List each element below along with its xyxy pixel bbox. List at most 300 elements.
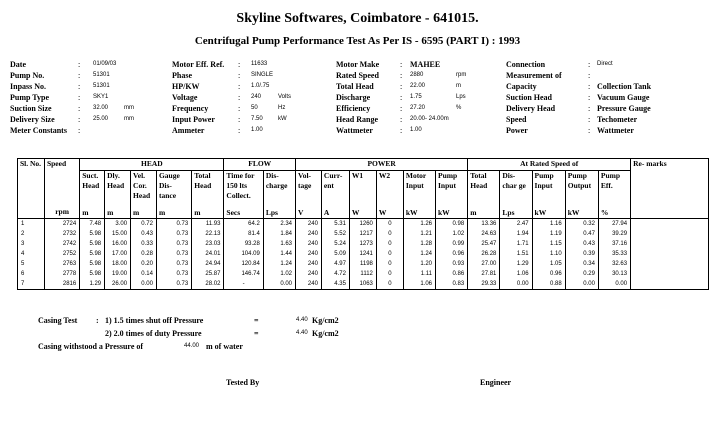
info-colon: : (78, 115, 81, 124)
column-header-unit: W (351, 208, 360, 217)
info-unit: kW (278, 116, 287, 122)
report-title: Centrifugal Pump Performance Test As Per IS - 6595 (PART I) : 1993 (194, 35, 521, 47)
info-colon: : (400, 60, 403, 69)
table-cell: 0.73 (156, 249, 191, 259)
table-cell: 1.94 (500, 229, 532, 239)
table-cell: 1.84 (263, 229, 295, 239)
info-label: Efficiency (336, 104, 371, 113)
info-value: Pressure Gauge (597, 104, 651, 113)
column-header-label: Curr- ent (323, 171, 343, 190)
info-colon: : (238, 115, 241, 124)
table-cell: 1.51 (500, 249, 532, 259)
table-cell: 0.00 (598, 279, 630, 290)
info-value: 22.00 (410, 83, 426, 89)
table-cell: 3.00 (105, 219, 131, 230)
column-header-unit: W (378, 208, 387, 217)
table-row (18, 239, 709, 249)
table-cell: 0.43 (131, 229, 157, 239)
column-header-unit: m (82, 208, 89, 217)
company-title: Skyline Softwares, Coimbatore - 641015. (236, 11, 479, 26)
info-row (10, 82, 710, 93)
info-row (10, 93, 710, 104)
info-colon: : (78, 71, 81, 80)
info-label: Pump No. (10, 71, 45, 80)
info-label: Suction Size (10, 104, 52, 113)
info-value: 240 (251, 94, 262, 100)
table-cell: 27.00 (468, 259, 500, 269)
column-header-unit: m (194, 208, 201, 217)
sl-no-header: Sl. No. (18, 159, 45, 219)
table-cell: 2816 (44, 279, 79, 290)
table-cell: 2.34 (263, 219, 295, 230)
info-unit: Volts (278, 94, 292, 100)
table-cell: 1.11 (403, 269, 435, 279)
table-cell: 0.73 (156, 259, 191, 269)
table-cell: 1.71 (500, 239, 532, 249)
info-value: 2880 (410, 72, 424, 78)
table-cell: 1.21 (403, 229, 435, 239)
table-cell: 1241 (349, 249, 376, 259)
column-header-label: W2 (378, 171, 391, 180)
table-cell: 1260 (349, 219, 376, 230)
table-cell: 25.47 (468, 239, 500, 249)
column-header-label: Vel. Cor. Head (133, 171, 151, 200)
info-colon: : (78, 60, 81, 69)
info-label: Wattmeter (336, 126, 373, 135)
table-cell: 1.28 (403, 239, 435, 249)
info-colon: : (238, 93, 241, 102)
table-cell: 0.29 (565, 269, 598, 279)
info-value: 50 (251, 105, 258, 111)
table-row (18, 229, 709, 239)
column-header-unit: m (158, 208, 166, 217)
table-cell: 16.00 (105, 239, 131, 249)
table-cell: 0 (376, 279, 403, 290)
info-row (10, 115, 710, 126)
info-value: 01/09/03 (93, 61, 117, 67)
column-header-label: W1 (351, 171, 364, 180)
table-cell: 81.4 (224, 229, 263, 239)
table-cell: 5.52 (321, 229, 349, 239)
info-label: Frequency (172, 104, 209, 113)
table-cell: 1.05 (532, 259, 565, 269)
info-value: Collection Tank (597, 82, 652, 91)
table-cell: 240 (296, 269, 322, 279)
info-colon: : (588, 93, 591, 102)
table-cell: 24.63 (468, 229, 500, 239)
table-cell (631, 279, 709, 290)
engineer-label: Engineer (480, 378, 512, 387)
table-cell: 26.00 (105, 279, 131, 290)
info-label: Discharge (336, 93, 371, 102)
table-cell: 1.02 (436, 229, 468, 239)
info-colon: : (238, 126, 241, 135)
table-cell: 1217 (349, 229, 376, 239)
info-label: Connection (506, 60, 546, 69)
info-label: Rated Speed (336, 71, 379, 80)
column-header (376, 171, 403, 219)
table-cell: 0.43 (565, 239, 598, 249)
column-header-label: Dly. Head (107, 171, 125, 190)
table-cell: 1.15 (532, 239, 565, 249)
info-colon: : (400, 115, 403, 124)
table-cell: 22.13 (192, 229, 224, 239)
table-cell: 1063 (349, 279, 376, 290)
info-label: Voltage (172, 93, 198, 102)
table-cell: 0.39 (565, 249, 598, 259)
table-row (18, 219, 709, 230)
table-cell: 93.28 (224, 239, 263, 249)
column-header-unit: m (470, 208, 477, 217)
info-colon: : (588, 126, 591, 135)
table-cell: 0.73 (156, 219, 191, 230)
info-value: 1.00 (410, 127, 422, 133)
withstood-value: 44.00 (184, 343, 200, 349)
info-value: Direct (597, 61, 613, 67)
table-cell: 1.20 (403, 259, 435, 269)
info-unit: mm (124, 116, 134, 122)
info-value: 1.0/.75 (251, 83, 270, 89)
column-header (263, 171, 295, 219)
table-cell: 30.13 (598, 269, 630, 279)
table-cell: 1.06 (500, 269, 532, 279)
info-colon: : (588, 104, 591, 113)
table-cell: 120.84 (224, 259, 263, 269)
table-cell: 5.09 (321, 249, 349, 259)
info-label: Phase (172, 71, 192, 80)
table-cell: 0 (376, 229, 403, 239)
table-cell: 27.94 (598, 219, 630, 230)
table-cell (631, 269, 709, 279)
column-header-label: Time for 150 lts Collect. (226, 171, 255, 200)
table-cell: 25.87 (192, 269, 224, 279)
info-value: Techometer (597, 115, 638, 124)
info-label: Delivery Size (10, 115, 55, 124)
info-label: Ammeter (172, 126, 205, 135)
info-row (10, 126, 710, 137)
table-cell: 2778 (44, 269, 79, 279)
info-block (10, 60, 710, 137)
table-cell: 37.16 (598, 239, 630, 249)
table-cell: 240 (296, 259, 322, 269)
table-cell: 2752 (44, 249, 79, 259)
table-cell: 4 (18, 249, 45, 259)
info-unit: mm (124, 105, 134, 111)
info-colon: : (400, 104, 403, 113)
info-row (10, 71, 710, 82)
table-cell: 64.2 (224, 219, 263, 230)
table-cell: 1.19 (532, 229, 565, 239)
table-cell: 0.34 (565, 259, 598, 269)
table-cell: 5.98 (80, 269, 105, 279)
table-cell (631, 219, 709, 230)
table-cell: 0.73 (156, 269, 191, 279)
info-label: Pump Type (10, 93, 50, 102)
column-header-unit: kW (534, 208, 547, 217)
table-cell: 18.00 (105, 259, 131, 269)
table-cell: 5.24 (321, 239, 349, 249)
info-label: Motor Make (336, 60, 380, 69)
table-cell: 6 (18, 269, 45, 279)
column-header-label: Dis- charge (265, 171, 288, 190)
table-cell: 0 (376, 269, 403, 279)
info-unit: Lps (456, 94, 466, 100)
table-cell: 1.24 (263, 259, 295, 269)
table-cell: 17.00 (105, 249, 131, 259)
table-cell: 1273 (349, 239, 376, 249)
casing-line2: 2) 2.0 times of duty Pressure (105, 329, 202, 338)
flow-group-header: FLOW (224, 159, 296, 171)
info-value: 11633 (251, 61, 268, 67)
casing-colon: : (96, 316, 99, 325)
table-cell: 0.93 (436, 259, 468, 269)
withstood-prefix: Casing withstood a Pressure of (38, 342, 144, 351)
table-cell: 19.00 (105, 269, 131, 279)
info-label: Capacity (506, 82, 537, 91)
table-cell: 23.03 (192, 239, 224, 249)
table-cell: 1198 (349, 259, 376, 269)
info-colon: : (238, 60, 241, 69)
info-colon: : (78, 93, 81, 102)
column-header (224, 171, 263, 219)
column-header (296, 171, 322, 219)
table-cell: 104.09 (224, 249, 263, 259)
table-cell: 5.31 (321, 219, 349, 230)
table-cell: 0.83 (436, 279, 468, 290)
table-cell: 0.73 (156, 279, 191, 290)
casing-eq2: = (254, 329, 259, 338)
info-value: SINGLE (251, 72, 274, 78)
info-unit: rpm (456, 72, 467, 78)
info-colon: : (588, 71, 591, 80)
column-header (436, 171, 468, 219)
table-cell: 1.02 (263, 269, 295, 279)
info-colon: : (78, 104, 81, 113)
info-label: Inpass No. (10, 82, 47, 91)
table-cell: 240 (296, 239, 322, 249)
table-cell: 1112 (349, 269, 376, 279)
table-cell: 0 (376, 259, 403, 269)
table-cell: 0 (376, 239, 403, 249)
info-colon: : (588, 60, 591, 69)
info-label: Measurement of (506, 71, 562, 80)
info-colon: : (238, 104, 241, 113)
column-header-unit: m (107, 208, 114, 217)
table-cell: 5 (18, 259, 45, 269)
info-value: Wattmeter (597, 126, 634, 135)
table-cell: 1.63 (263, 239, 295, 249)
table-cell: 0.47 (565, 229, 598, 239)
table-cell: 4.72 (321, 269, 349, 279)
table-cell: 15.00 (105, 229, 131, 239)
info-value: SKY1 (93, 94, 109, 100)
info-unit: % (456, 105, 462, 111)
column-header (598, 171, 630, 219)
info-label: HP/KW (172, 82, 200, 91)
table-cell: 1.06 (403, 279, 435, 290)
column-header (532, 171, 565, 219)
info-label: Meter Constants (10, 126, 67, 135)
info-label: Suction Head (506, 93, 553, 102)
table-cell: 1.10 (532, 249, 565, 259)
column-header (468, 171, 500, 219)
info-label: Power (506, 126, 528, 135)
casing-value1: 4.40 (296, 317, 308, 323)
column-header-unit: A (323, 208, 330, 217)
table-cell: 2732 (44, 229, 79, 239)
table-cell: 24.94 (192, 259, 224, 269)
table-cell: 0 (376, 219, 403, 230)
table-cell: 11.93 (192, 219, 224, 230)
table-cell: 5.98 (80, 229, 105, 239)
column-header-unit: Secs (226, 208, 241, 217)
casing-unit2: Kg/cm2 (312, 329, 339, 338)
info-colon: : (400, 71, 403, 80)
column-header-label: Gauge Dis- tance (158, 171, 180, 200)
column-header (131, 171, 157, 219)
column-header (565, 171, 598, 219)
table-cell: 0.73 (156, 239, 191, 249)
table-cell: 35.33 (598, 249, 630, 259)
column-header (105, 171, 131, 219)
power-group-header: POWER (296, 159, 468, 171)
info-value: Vacuum Gauge (597, 93, 650, 102)
column-header (349, 171, 376, 219)
column-header (80, 171, 105, 219)
table-cell: 2.47 (500, 219, 532, 230)
table-cell (631, 249, 709, 259)
info-label: Date (10, 60, 26, 69)
table-cell: 1.26 (403, 219, 435, 230)
speed-header: Speed rpm (44, 159, 79, 219)
table-cell: 0.00 (500, 279, 532, 290)
table-cell: 29.33 (468, 279, 500, 290)
column-header-unit: V (298, 208, 304, 217)
info-colon: : (400, 82, 403, 91)
column-header-label: Total Head (194, 171, 212, 190)
info-label: Motor Eff. Ref. (172, 60, 225, 69)
info-colon: : (78, 82, 81, 91)
table-cell: 240 (296, 249, 322, 259)
table-cell: 0.00 (263, 279, 295, 290)
table-cell: 0.88 (532, 279, 565, 290)
table-cell: 2 (18, 229, 45, 239)
table-cell: 240 (296, 279, 322, 290)
table-cell: 4.97 (321, 259, 349, 269)
info-row (10, 60, 710, 71)
column-header-label: Pump Input (438, 171, 458, 190)
table-cell: 13.36 (468, 219, 500, 230)
table-cell: 2724 (44, 219, 79, 230)
info-label: Speed (506, 115, 527, 124)
info-colon: : (78, 126, 81, 135)
table-row (18, 249, 709, 259)
column-header-unit: % (600, 208, 609, 217)
table-cell: 0 (376, 249, 403, 259)
column-header-label: Total Head (470, 171, 488, 190)
table-cell: 0.72 (131, 219, 157, 230)
info-label: Head Range (336, 115, 378, 124)
table-cell: 1.29 (80, 279, 105, 290)
table-cell: 240 (296, 219, 322, 230)
table-cell: 0.32 (565, 219, 598, 230)
info-colon: : (238, 82, 241, 91)
withstood-suffix: m of water (206, 342, 243, 351)
info-row (10, 104, 710, 115)
info-unit: m (456, 83, 461, 89)
remarks-header: Re- marks (631, 159, 709, 219)
table-cell: 0.96 (532, 269, 565, 279)
table-cell: 0.96 (436, 249, 468, 259)
column-header-label: Pump Input (534, 171, 554, 190)
table-cell: 1 (18, 219, 45, 230)
table-row (18, 269, 709, 279)
column-header-label: Dis- char ge (502, 171, 526, 190)
column-header (192, 171, 224, 219)
info-label: Total Head (336, 82, 374, 91)
table-cell: 3 (18, 239, 45, 249)
table-cell: 0.98 (436, 219, 468, 230)
table-cell: 1.29 (500, 259, 532, 269)
table-cell: 26.28 (468, 249, 500, 259)
table-cell: 0.00 (131, 279, 157, 290)
table-cell: 0.33 (131, 239, 157, 249)
column-header-label: Suct. Head (82, 171, 100, 190)
table-cell: 0.28 (131, 249, 157, 259)
column-header-label: Pump Output (567, 171, 592, 190)
table-cell: 1.44 (263, 249, 295, 259)
table-cell (631, 259, 709, 269)
table-cell: 0.99 (436, 239, 468, 249)
info-value: 1.00 (251, 127, 263, 133)
table-cell: - (224, 279, 263, 290)
table-cell: 240 (296, 229, 322, 239)
rated-speed-group-header: At Rated Speed of (468, 159, 631, 171)
info-colon: : (588, 115, 591, 124)
table-cell: 1.24 (403, 249, 435, 259)
table-cell: 2742 (44, 239, 79, 249)
table-cell: 1.16 (532, 219, 565, 230)
table-cell: 0.86 (436, 269, 468, 279)
table-cell: 4.35 (321, 279, 349, 290)
info-value: 32.00 (93, 105, 109, 111)
table-row (18, 259, 709, 269)
table-cell: 27.81 (468, 269, 500, 279)
column-header (403, 171, 435, 219)
table-cell: 0.14 (131, 269, 157, 279)
info-colon: : (238, 71, 241, 80)
table-cell: 7 (18, 279, 45, 290)
table-cell: 5.98 (80, 239, 105, 249)
info-unit: Hz (278, 105, 286, 111)
info-value: 20.00- 24.00m (410, 116, 449, 122)
performance-table (17, 158, 709, 290)
table-cell: 0.20 (131, 259, 157, 269)
table-cell (631, 229, 709, 239)
table-cell: 0.00 (565, 279, 598, 290)
column-header-label: Pump Eff. (600, 171, 621, 190)
table-cell: 5.98 (80, 259, 105, 269)
table-cell: 2763 (44, 259, 79, 269)
info-value: 25.00 (93, 116, 109, 122)
head-group-header: HEAD (80, 159, 224, 171)
table-row (18, 279, 709, 290)
table-cell: 39.29 (598, 229, 630, 239)
casing-eq1: = (254, 316, 259, 325)
info-value: 27.20 (410, 105, 426, 111)
column-header-label: Vol- tage (298, 171, 312, 190)
column-header (156, 171, 191, 219)
